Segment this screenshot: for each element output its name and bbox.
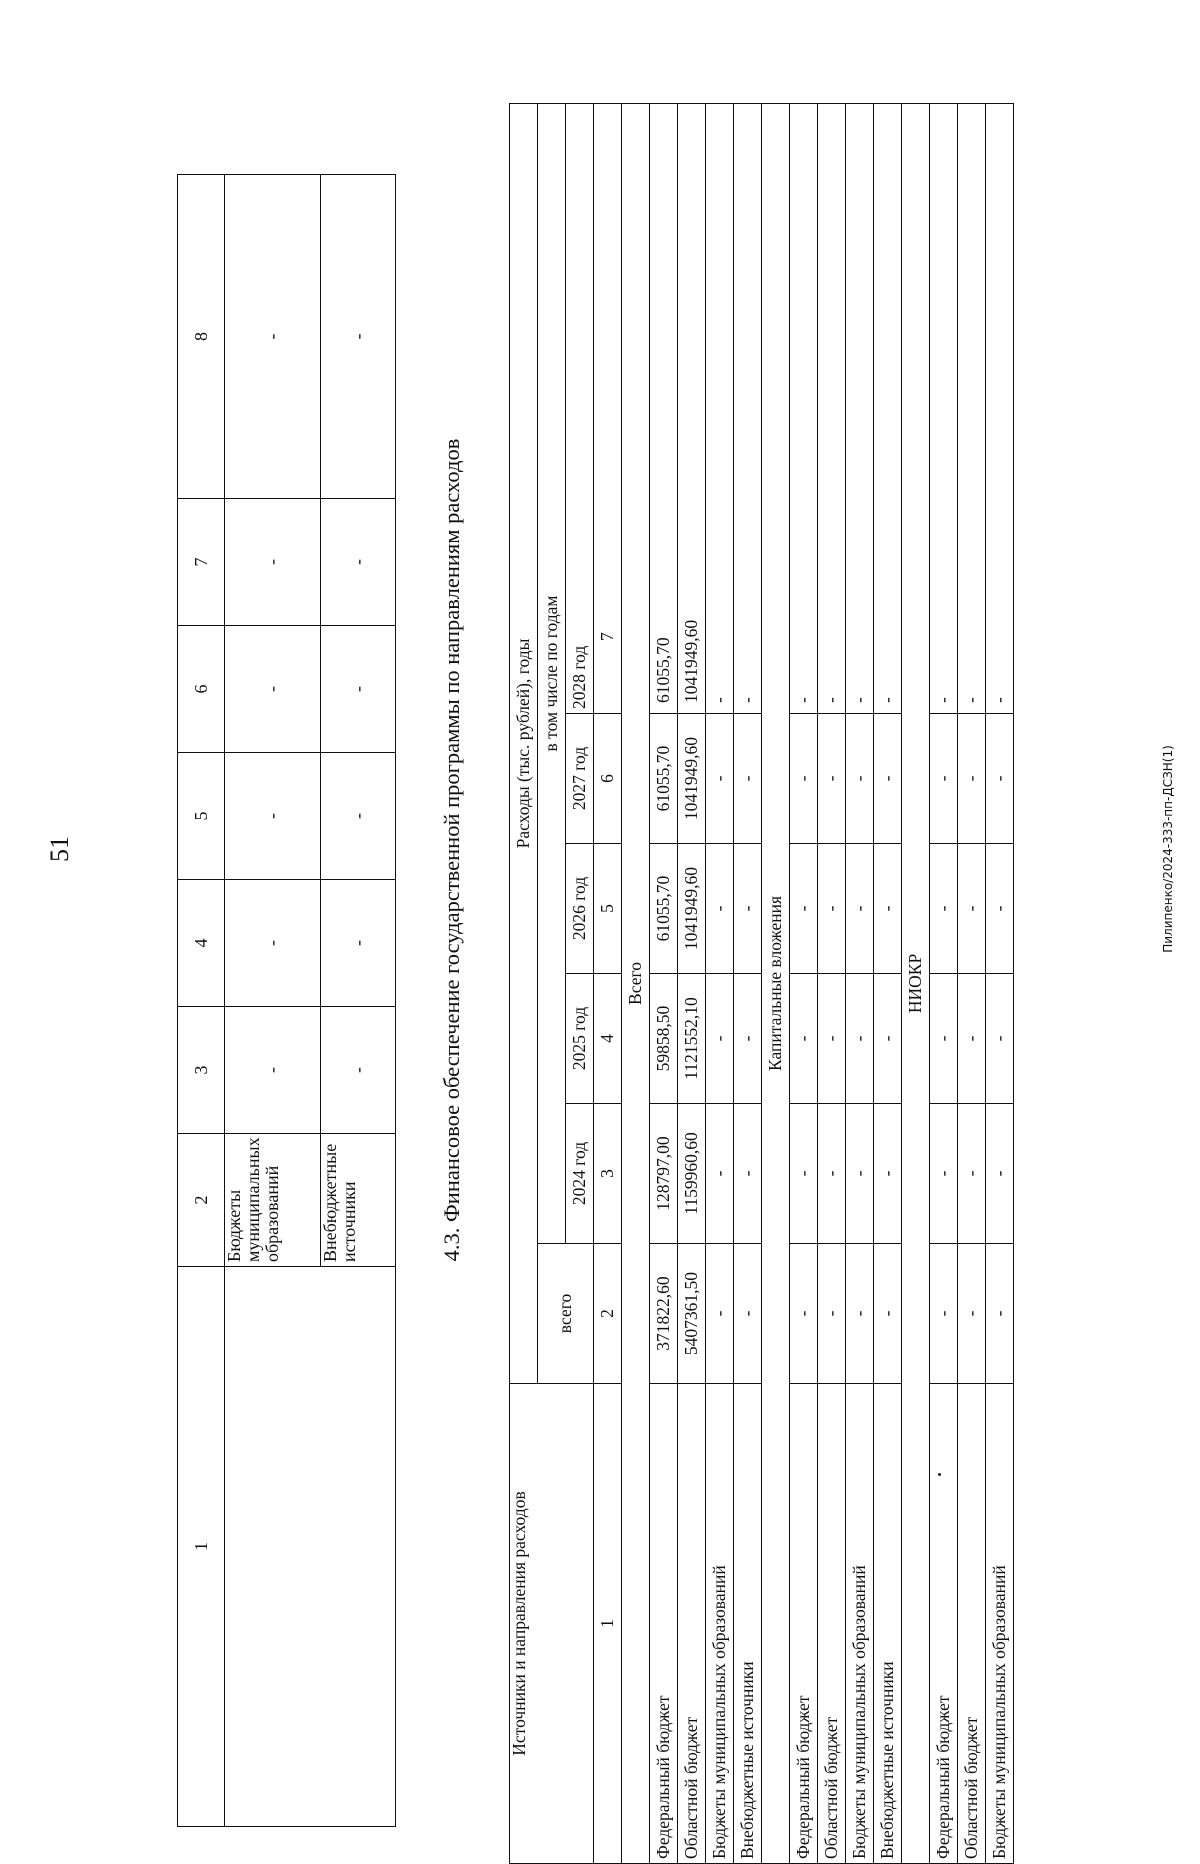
value-cell: -: [790, 1244, 818, 1384]
header-expenses: Расходы (тыс. рублей), годы: [510, 103, 538, 1383]
value-cell: -: [321, 499, 396, 626]
value-cell: -: [734, 714, 762, 844]
value-cell: -: [818, 1244, 846, 1384]
header-by-year: в том числе по годам: [538, 103, 566, 1243]
source-label: Бюджеты муниципальных образований: [986, 1384, 1014, 1864]
source-label: Бюджеты муниципальных образований: [846, 1384, 874, 1864]
value-cell: -: [958, 974, 986, 1104]
source-label: Бюджеты муниципальных образований: [225, 1134, 321, 1267]
continuation-table-wrapper: [177, 175, 395, 1827]
column-number: 5: [594, 844, 622, 974]
column-number: 3: [178, 1007, 225, 1134]
header-year: 2027 год: [566, 714, 594, 844]
value-cell: 59858,50: [650, 974, 678, 1104]
header-year: 2028 год: [566, 103, 594, 713]
value-cell: -: [846, 844, 874, 974]
value-cell: -: [734, 1104, 762, 1244]
value-cell: -: [321, 175, 396, 499]
value-cell: -: [930, 714, 958, 844]
source-label: Внебюджетные источники: [321, 1134, 396, 1267]
financing-table-body: [622, 103, 1014, 1863]
value-cell: -: [706, 1104, 734, 1244]
source-label: Внебюджетные источники: [734, 1384, 762, 1864]
value-cell: -: [986, 714, 1014, 844]
source-label: Областной бюджет: [678, 1384, 706, 1864]
group-row: [762, 103, 790, 1863]
value-cell: -: [930, 103, 958, 713]
column-number: 2: [178, 1134, 225, 1267]
empty-cell: [225, 1267, 396, 1827]
table-row: [734, 103, 762, 1863]
source-label: Федеральный бюджет: [930, 1384, 958, 1864]
value-cell: -: [986, 844, 1014, 974]
value-cell: -: [930, 1244, 958, 1384]
header-total: всего: [538, 1244, 594, 1384]
value-cell: -: [874, 974, 902, 1104]
column-number: 6: [594, 714, 622, 844]
value-cell: -: [874, 844, 902, 974]
continuation-table: [177, 174, 396, 1827]
value-cell: -: [706, 103, 734, 713]
table-row: [986, 103, 1014, 1863]
value-cell: -: [986, 1104, 1014, 1244]
value-cell: -: [734, 844, 762, 974]
source-label: Бюджеты муниципальных образований: [706, 1384, 734, 1864]
value-cell: -: [225, 175, 321, 499]
source-label: Федеральный бюджет: [790, 1384, 818, 1864]
section-heading: 4.3. Финансовое обеспечение государственной программы по направлениям расходов: [439, 438, 464, 1262]
value-cell: -: [818, 844, 846, 974]
value-cell: -: [874, 103, 902, 713]
value-cell: -: [958, 844, 986, 974]
value-cell: 61055,70: [650, 103, 678, 713]
value-cell: -: [706, 844, 734, 974]
financing-table-wrapper: [509, 104, 1091, 1864]
value-cell: -: [225, 880, 321, 1007]
value-cell: -: [790, 1104, 818, 1244]
table-row: [650, 103, 678, 1863]
value-cell: -: [958, 1104, 986, 1244]
value-cell: 128797,00: [650, 1104, 678, 1244]
value-cell: -: [225, 626, 321, 753]
value-cell: -: [818, 974, 846, 1104]
value-cell: 61055,70: [650, 714, 678, 844]
column-number: 3: [594, 1104, 622, 1244]
value-cell: -: [930, 1104, 958, 1244]
value-cell: -: [321, 1007, 396, 1134]
header-year: 2024 год: [566, 1104, 594, 1244]
value-cell: 1041949,60: [678, 103, 706, 713]
group-title: НИОКР: [902, 103, 930, 1863]
value-cell: 1159960,60: [678, 1104, 706, 1244]
value-cell: -: [734, 103, 762, 713]
column-number: 4: [594, 974, 622, 1104]
column-number: 6: [178, 626, 225, 753]
table-row: [930, 103, 958, 1863]
column-number: 1: [178, 1267, 225, 1827]
group-row: [902, 103, 930, 1863]
source-label: Областной бюджет: [818, 1384, 846, 1864]
value-cell: -: [930, 844, 958, 974]
page-number: 51: [45, 836, 74, 862]
table-row: [958, 103, 986, 1863]
value-cell: -: [790, 844, 818, 974]
column-number: 7: [178, 499, 225, 626]
value-cell: -: [846, 103, 874, 713]
source-label: Областной бюджет: [958, 1384, 986, 1864]
group-title: Всего: [622, 103, 650, 1863]
value-cell: 1041949,60: [678, 844, 706, 974]
value-cell: -: [986, 1244, 1014, 1384]
column-number: 7: [594, 103, 622, 713]
value-cell: -: [930, 974, 958, 1104]
value-cell: -: [734, 1244, 762, 1384]
table-row: [706, 103, 734, 1863]
value-cell: 61055,70: [650, 844, 678, 974]
source-label: Внебюджетные источники: [874, 1384, 902, 1864]
value-cell: -: [846, 1244, 874, 1384]
value-cell: 371822,60: [650, 1244, 678, 1384]
value-cell: -: [706, 974, 734, 1104]
value-cell: -: [986, 103, 1014, 713]
value-cell: -: [706, 714, 734, 844]
table-row: [790, 103, 818, 1863]
column-number: 8: [178, 175, 225, 499]
value-cell: -: [790, 714, 818, 844]
value-cell: -: [734, 974, 762, 1104]
value-cell: -: [790, 103, 818, 713]
header-year: 2026 год: [566, 844, 594, 974]
value-cell: -: [958, 1244, 986, 1384]
value-cell: -: [874, 1244, 902, 1384]
column-number: 5: [178, 753, 225, 880]
value-cell: -: [874, 1104, 902, 1244]
value-cell: -: [846, 974, 874, 1104]
value-cell: -: [321, 880, 396, 1007]
table-row: [678, 103, 706, 1863]
value-cell: -: [818, 103, 846, 713]
value-cell: -: [225, 753, 321, 880]
document-code: Пилипенко/2024-333-пп-ДСЗН(1): [1161, 745, 1175, 953]
value-cell: -: [790, 974, 818, 1104]
value-cell: 1041949,60: [678, 714, 706, 844]
value-cell: -: [986, 974, 1014, 1104]
value-cell: -: [958, 103, 986, 713]
value-cell: -: [818, 714, 846, 844]
column-number: 4: [178, 880, 225, 1007]
value-cell: -: [846, 714, 874, 844]
value-cell: -: [846, 1104, 874, 1244]
column-number: 1: [594, 1384, 622, 1864]
value-cell: -: [818, 1104, 846, 1244]
table-row: [874, 103, 902, 1863]
header-sources: Источники и направления расходов: [510, 1384, 594, 1864]
value-cell: 1121552,10: [678, 974, 706, 1104]
value-cell: -: [706, 1244, 734, 1384]
source-label: Федеральный бюджет: [650, 1384, 678, 1864]
financing-table: [509, 103, 1014, 1864]
group-row: [622, 103, 650, 1863]
value-cell: -: [225, 499, 321, 626]
value-cell: -: [321, 753, 396, 880]
header-year: 2025 год: [566, 974, 594, 1104]
column-number: 2: [594, 1244, 622, 1384]
group-title: Капитальные вложения: [762, 103, 790, 1863]
value-cell: -: [225, 1007, 321, 1134]
value-cell: -: [958, 714, 986, 844]
table-row: [846, 103, 874, 1863]
value-cell: -: [874, 714, 902, 844]
value-cell: -: [321, 626, 396, 753]
value-cell: 5407361,50: [678, 1244, 706, 1384]
table-row: [818, 103, 846, 1863]
